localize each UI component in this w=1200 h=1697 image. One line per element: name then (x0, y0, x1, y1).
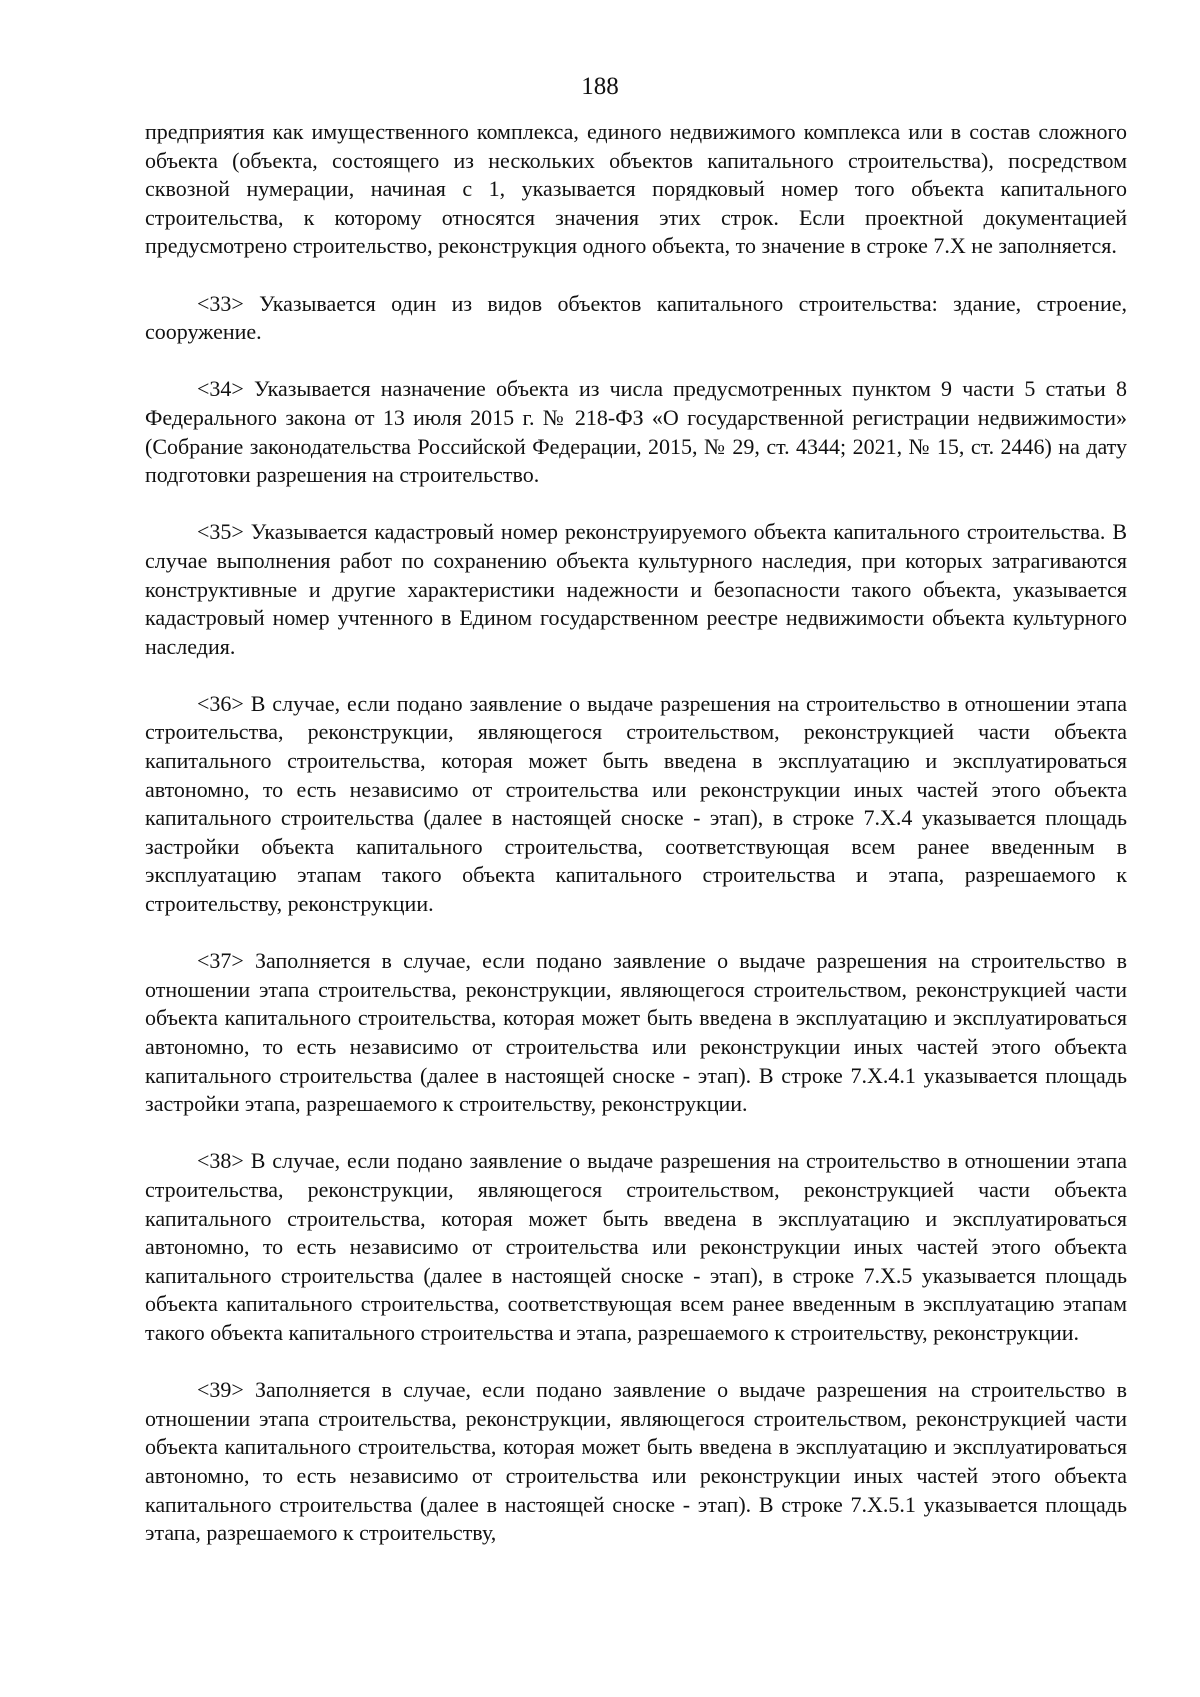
page-number: 188 (581, 73, 619, 100)
continued-paragraph: предприятия как имущественного комплекса, единого недвижимого комплекса или в состав сложного объекта (объекта, состоящего из нескольких объектов капитального строительства), посредством сквозной нумерации, начиная с 1, указывается порядковый номер того объекта капитального строительства, к которому относятся значения этих строк. Если проектной документацией предусмотрено строительство, реконструкция одного объекта, то значение в строке 7.X не заполняется. (145, 119, 1127, 259)
footnote-36: <36> В случае, если подано заявление о выдаче разрешения на строительство в отношении этапа строительства, реконструкции, являющегося строительством, реконструкцией части объекта капитального строительства, которая может быть введена в эксплуатацию и эксплуатироваться автономно, то есть независимо от строительства или реконструкции иных частей этого объекта капитального строительства (далее в настоящей сноске - этап), в строке 7.X.4 указывается площадь застройки объекта капитального строительства, соответствующая всем ранее введенным в эксплуатацию этапам такого объекта капитального строительства и этапа, разрешаемого к строительству, реконструкции. (145, 690, 1127, 917)
footnote-34: <34> Указывается назначение объекта из числа предусмотренных пунктом 9 части 5 статьи 8 Федерального закона от 13 июля 2015 г. № 218-ФЗ «О государственной регистрации недвижимости» (Собрание законодательства Российской Федерации, 2015, № 29, ст. 4344; 2021, № 15, ст. 2446) на дату подготовки разрешения на строительство. (145, 376, 1127, 488)
footnote-39: <39> Заполняется в случае, если подано заявление о выдаче разрешения на строительство в отношении этапа строительства, реконструкции, являющегося строительством, реконструкцией части объекта капитального строительства, которая может быть введена в эксплуатацию и эксплуатироваться автономно, то есть независимо от строительства или реконструкции иных частей этого объекта капитального строительства (далее в настоящей сноске - этап). В строке 7.X.5.1 указывается площадь этапа, разрешаемого к строительству, (145, 1377, 1127, 1546)
page-body (145, 118, 1127, 1548)
footnote-35: <35> Указывается кадастровый номер реконструируемого объекта капитального строительства. В случае выполнения работ по сохранению объекта культурного наследия, при которых затрагиваются конструктивные и другие характеристики надежности и безопасности такого объекта, указывается кадастровый номер учтенного в Едином государственном реестре недвижимости объекта культурного наследия. (145, 519, 1127, 659)
footnote-33: <33> Указывается один из видов объектов капитального строительства: здание, строение, сооружение. (145, 290, 1127, 345)
footnote-37: <37> Заполняется в случае, если подано заявление о выдаче разрешения на строительство в отношении этапа строительства, реконструкции, являющегося строительством, реконструкцией части объекта капитального строительства, которая может быть введена в эксплуатацию и эксплуатироваться автономно, то есть независимо от строительства или реконструкции иных частей этого объекта капитального строительства (далее в настоящей сноске - этап). В строке 7.X.4.1 указывается площадь застройки этапа, разрешаемого к строительству, реконструкции. (145, 948, 1127, 1117)
footnote-38: <38> В случае, если подано заявление о выдаче разрешения на строительство в отношении этапа строительства, реконструкции, являющегося строительством, реконструкцией части объекта капитального строительства, которая может быть введена в эксплуатацию и эксплуатироваться автономно, то есть независимо от строительства или реконструкции иных частей этого объекта капитального строительства (далее в настоящей сноске - этап), в строке 7.X.5 указывается площадь объекта капитального строительства, соответствующая всем ранее введенным в эксплуатацию этапам такого объекта капитального строительства и этапа, разрешаемого к строительству, реконструкции. (145, 1148, 1127, 1345)
